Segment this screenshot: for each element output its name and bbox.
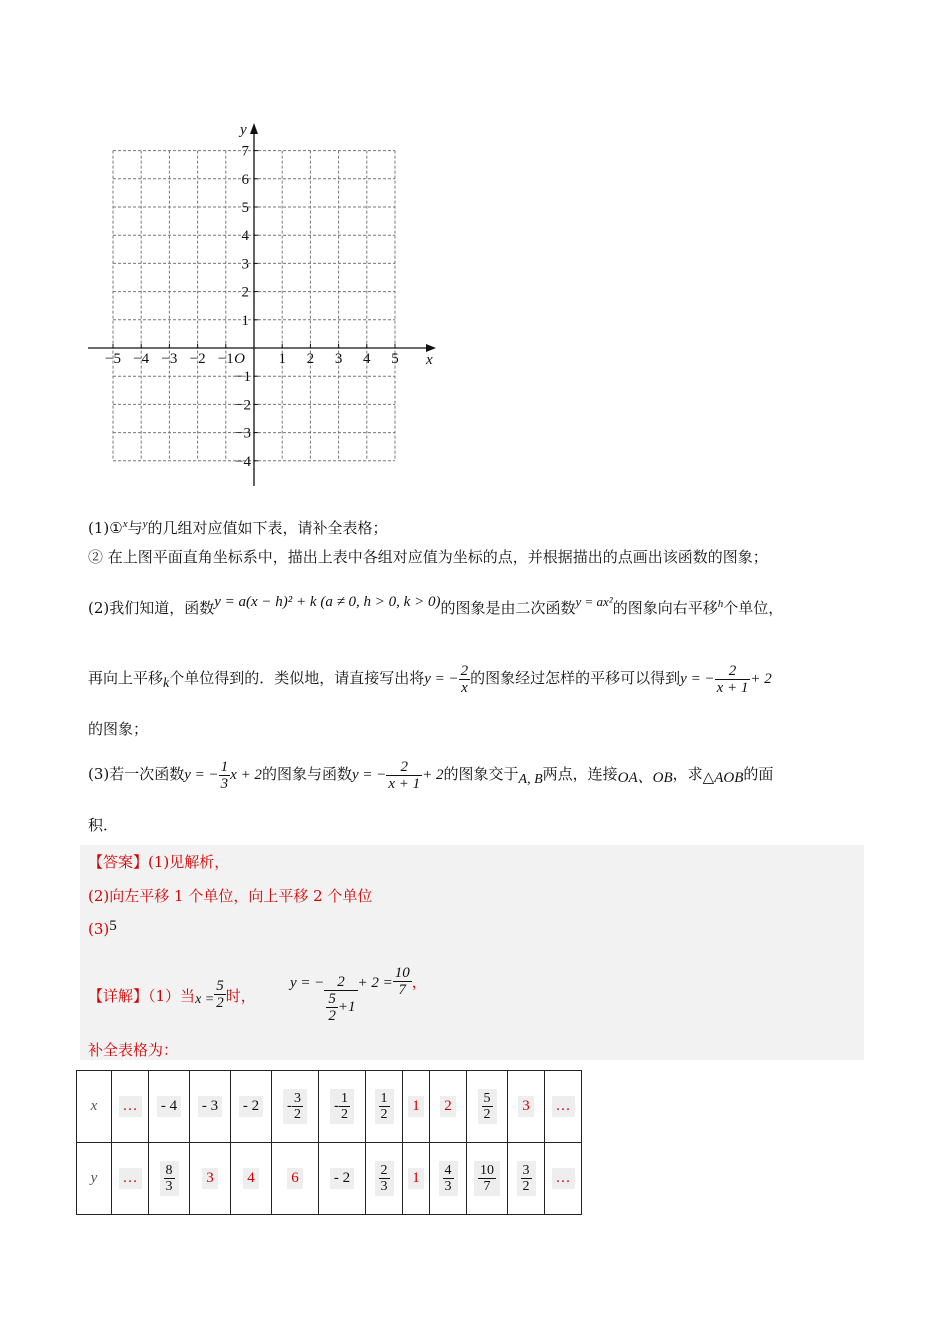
y-tick-label: 6 <box>241 171 249 188</box>
table-cell <box>545 1143 582 1215</box>
var-h: h <box>717 598 724 610</box>
fraction <box>386 759 422 792</box>
table-cell <box>366 1071 403 1143</box>
text: ，求 <box>672 765 703 783</box>
text: 的图象交于 <box>443 765 519 783</box>
table-cell <box>545 1071 582 1143</box>
inner-fraction <box>326 991 338 1024</box>
x-tick-label: 4 <box>363 351 371 367</box>
table-cell <box>403 1071 430 1143</box>
x-tick-label: −4 <box>133 351 150 367</box>
cell-value: … <box>119 1168 142 1189</box>
text: 与 <box>127 519 143 537</box>
value-table <box>76 1070 582 1215</box>
compound-fraction <box>324 974 357 1024</box>
q2-line-3: 的图象； <box>88 720 149 738</box>
text: 两点，连接 <box>542 765 618 783</box>
sign: - <box>287 1098 292 1114</box>
q1-number: (1)① <box>88 519 123 537</box>
fraction <box>482 1091 493 1122</box>
var-k: k <box>163 676 170 691</box>
triangle-aob: △AOB <box>702 770 744 786</box>
table-cell <box>403 1143 430 1215</box>
q3-line-2: 积． <box>88 816 119 834</box>
y-tick-label: 5 <box>241 200 249 216</box>
denominator: 2 <box>294 1107 301 1122</box>
q2-line-2 <box>88 656 772 700</box>
cell-value: - 4 <box>157 1096 181 1117</box>
table-cell <box>112 1071 149 1143</box>
origin-label: O <box>234 351 245 367</box>
denominator: 3 <box>165 1179 173 1194</box>
denominator: 3 <box>444 1179 452 1194</box>
numerator: 5 <box>328 991 336 1007</box>
numerator: 5 <box>216 978 224 994</box>
formula-tail: + 2 <box>422 767 444 783</box>
denominator: x + 1 <box>388 775 421 792</box>
x-tick-label: 1 <box>278 351 286 367</box>
denominator: 2 <box>483 1107 491 1122</box>
fraction <box>459 663 471 696</box>
table-cell <box>112 1143 149 1215</box>
table-cell <box>467 1071 508 1143</box>
y-tick-label: −1 <box>235 369 251 386</box>
cell-value: - 2 <box>239 1096 263 1117</box>
table-cell <box>430 1143 467 1215</box>
table-cell <box>190 1071 231 1143</box>
header-text: y <box>90 1170 98 1186</box>
table-cell <box>319 1071 366 1143</box>
fraction <box>339 1091 350 1122</box>
table-cell <box>272 1071 319 1143</box>
numerator: 1 <box>380 1091 388 1106</box>
cell-value: 4 <box>243 1168 259 1189</box>
denominator: 2 <box>380 1107 388 1122</box>
formula-tail: x + 2 <box>230 767 262 783</box>
numerator: 8 <box>165 1163 173 1178</box>
numerator: 2 <box>324 974 357 991</box>
x-axis-arrow <box>426 344 436 352</box>
cell-value: 3 <box>202 1168 218 1189</box>
denominator <box>324 991 357 1024</box>
segments-oa-ob: OA、OB <box>617 770 673 786</box>
numerator: 1 <box>341 1091 348 1106</box>
text: 的几组对应值如下表，请补全表格； <box>147 519 388 537</box>
x-tick-label: 2 <box>306 351 315 367</box>
text: + 2 = <box>357 975 393 991</box>
numerator: 4 <box>444 1163 452 1178</box>
y-tick-label: 1 <box>241 312 249 329</box>
answer-label: 【答案】 <box>88 853 149 871</box>
cell-value <box>375 1161 394 1196</box>
text: 的面 <box>743 765 774 783</box>
fraction <box>521 1163 532 1194</box>
var-x: x <box>122 518 128 530</box>
numerator: 10 <box>480 1163 494 1178</box>
points-ab: A, B <box>518 772 543 787</box>
table-cell <box>508 1143 545 1215</box>
table-cell <box>231 1143 272 1215</box>
y-tick-label: 4 <box>241 228 249 245</box>
table-row-x <box>77 1071 582 1143</box>
denominator: 2 <box>522 1179 530 1194</box>
text: 的图象与函数 <box>261 765 352 783</box>
header-text: x <box>90 1098 98 1114</box>
text: 的图象向右平移 <box>612 599 718 617</box>
numerator: 2 <box>460 662 469 679</box>
fraction <box>379 1163 390 1194</box>
denominator: 3 <box>220 775 229 792</box>
table-cell <box>190 1143 231 1215</box>
y-tick-label: 3 <box>241 256 249 273</box>
x-tick-label: −1 <box>217 351 234 367</box>
detail-line <box>88 950 256 1018</box>
cell-value: 2 <box>440 1096 456 1117</box>
fraction <box>443 1163 454 1194</box>
x-tick-label: −2 <box>189 351 206 367</box>
numerator: 5 <box>483 1091 491 1106</box>
cell-value: - 3 <box>198 1096 222 1117</box>
sign: - <box>334 1098 339 1114</box>
cell-value <box>474 1161 500 1196</box>
fill-label: 补全表格为： <box>88 1041 179 1059</box>
cell-value <box>160 1161 179 1196</box>
denominator: 2 <box>341 1107 348 1122</box>
fraction <box>292 1091 303 1122</box>
q3-line-1 <box>88 752 773 796</box>
detail-formula <box>290 952 427 1024</box>
text: 的图象是由二次函数 <box>440 599 576 617</box>
formula-lhs: y = − <box>351 767 387 783</box>
table-header-y <box>77 1143 112 1215</box>
x-tick-label: 5 <box>391 351 399 367</box>
numerator: 2 <box>715 663 751 680</box>
formula-lhs: y = − <box>424 671 459 687</box>
text: +1 <box>337 998 356 1015</box>
y-tick-label: −3 <box>235 425 251 442</box>
denominator: x + 1 <box>716 679 749 696</box>
text: (1)见解析， <box>148 853 230 871</box>
cell-value <box>439 1161 458 1196</box>
table-cell <box>366 1143 403 1215</box>
formula-lhs: y = − <box>184 767 219 783</box>
table-cell <box>272 1143 319 1215</box>
q1-line-a <box>88 514 388 538</box>
denominator: 2 <box>216 995 224 1011</box>
text: 个单位得到的．类似地，请直接写出将 <box>169 669 425 687</box>
q1-line-b: ② 在上图平面直角坐标系中，描出上表中各组对应值为坐标的点，并根据描出的点画出该函数的图象； <box>88 548 768 566</box>
numerator: 3 <box>522 1163 530 1178</box>
x-axis-label: x <box>426 352 433 368</box>
cell-value <box>375 1089 394 1124</box>
table-cell <box>508 1071 545 1143</box>
text: ， <box>411 973 427 991</box>
x-tick-label: 3 <box>334 351 343 367</box>
x-tick-label: −3 <box>161 351 178 367</box>
q2-line-1 <box>88 594 783 619</box>
fraction <box>219 759 231 792</box>
y-tick-label: 7 <box>241 143 249 160</box>
text: （1）当 <box>148 986 196 1005</box>
y-axis-arrow <box>250 123 258 134</box>
table-cell <box>149 1071 190 1143</box>
numerator: 1 <box>220 758 229 775</box>
table-row-y <box>77 1143 582 1215</box>
var-y: y <box>142 518 148 530</box>
fraction <box>393 965 412 998</box>
text: 个单位， <box>723 599 784 617</box>
vertex-form-formula: y = a(x − h)² + k (a ≠ 0, h > 0, k > 0) <box>214 594 441 610</box>
y-tick-label: −2 <box>235 397 251 414</box>
formula-lhs: y = − <box>680 671 715 687</box>
y-tick-label: 2 <box>241 284 249 301</box>
denominator: x <box>461 679 468 696</box>
cell-value <box>283 1089 307 1124</box>
text: 的图象经过怎样的平移可以得到 <box>470 669 681 687</box>
table-cell <box>319 1143 366 1215</box>
text: (2)我们知道，函数 <box>88 599 215 617</box>
x-tick-label: −5 <box>105 351 121 367</box>
y-tick-label: −4 <box>235 453 251 470</box>
formula-lhs: y = − <box>290 975 325 991</box>
fraction <box>379 1091 390 1122</box>
table-cell <box>467 1143 508 1215</box>
denominator: 7 <box>483 1179 491 1194</box>
denominator: 3 <box>380 1179 388 1194</box>
formula-tail: + 2 <box>750 671 772 687</box>
denominator: 2 <box>328 1008 336 1024</box>
formula-lhs: x = <box>195 991 215 1007</box>
numerator: 2 <box>380 1163 388 1178</box>
numerator: 3 <box>294 1091 301 1106</box>
fraction <box>478 1163 496 1194</box>
quadratic-formula: y = ax² <box>575 594 613 609</box>
answer-1 <box>88 852 229 872</box>
cell-value: … <box>119 1096 142 1117</box>
cell-value: - 2 <box>330 1168 354 1189</box>
cell-value <box>330 1089 354 1124</box>
coordinate-grid-figure <box>0 0 950 500</box>
text: 时， <box>225 986 256 1005</box>
table-cell <box>430 1071 467 1143</box>
table-header-x <box>77 1071 112 1143</box>
cell-value <box>478 1089 497 1124</box>
cell-value: 3 <box>518 1096 534 1117</box>
cell-value: 6 <box>287 1168 303 1189</box>
cell-value <box>517 1161 536 1196</box>
answer-3-value: 5 <box>109 918 117 934</box>
answer-3 <box>88 919 117 940</box>
numerator: 2 <box>386 759 422 776</box>
fraction <box>164 1163 175 1194</box>
cell-value: … <box>552 1168 575 1189</box>
cell-value: … <box>552 1096 575 1117</box>
table-cell <box>231 1071 272 1143</box>
fraction <box>715 663 751 696</box>
cell-value: 1 <box>408 1096 424 1117</box>
y-axis-label: y <box>240 122 247 138</box>
answer-2: (2)向左平移 1 个单位，向上平移 2 个单位 <box>88 887 373 905</box>
cell-value: 1 <box>408 1168 424 1189</box>
fraction <box>214 978 226 1011</box>
detail-label: 【详解】 <box>88 986 149 1005</box>
numerator: 10 <box>394 964 410 981</box>
text: 再向上平移 <box>88 669 164 687</box>
text: (3) <box>88 920 110 938</box>
table-cell <box>149 1143 190 1215</box>
text: (3)若一次函数 <box>88 765 185 783</box>
denominator: 7 <box>398 981 407 998</box>
